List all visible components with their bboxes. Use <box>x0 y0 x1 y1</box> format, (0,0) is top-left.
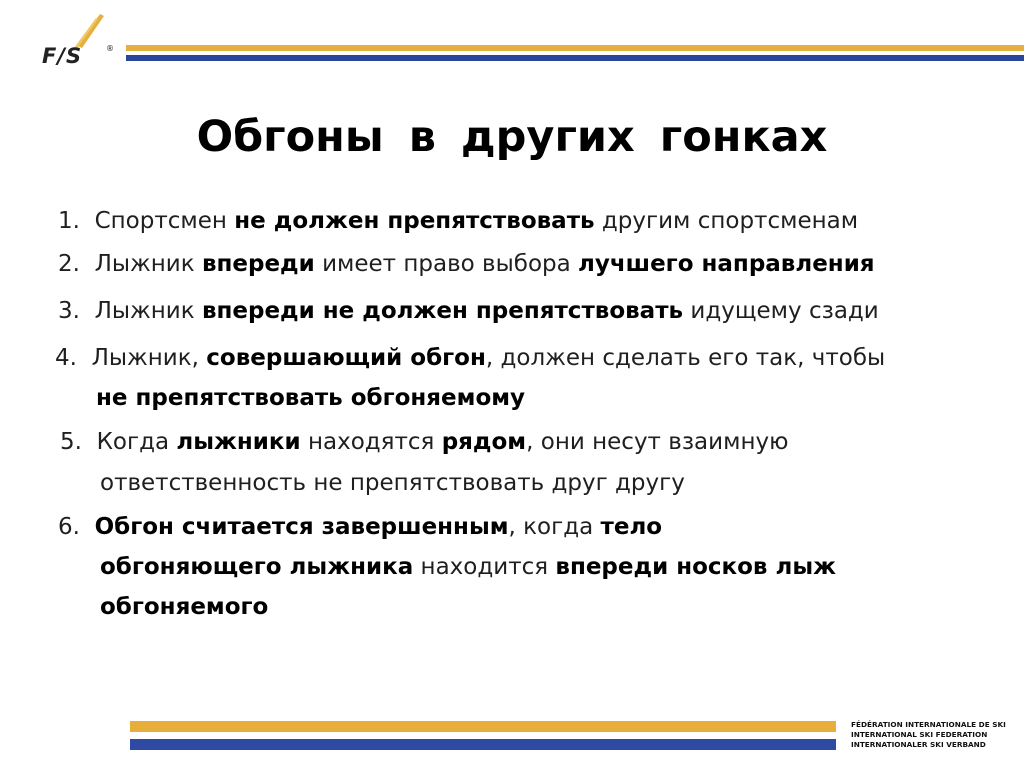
list-item <box>58 506 662 548</box>
logo-text: F/S <box>42 44 83 68</box>
body-text: , когда <box>508 514 601 540</box>
federation-names <box>851 720 1021 750</box>
list-item-gap <box>80 208 95 234</box>
body-text: Лыжник <box>94 251 202 277</box>
body-text: Когда <box>96 429 177 455</box>
emphasis-text: впереди не должен препятствовать <box>201 298 684 324</box>
list-item <box>58 290 879 332</box>
body-text: , они несут взаимную <box>526 429 789 455</box>
emphasis-text: обгоняемого <box>100 594 269 620</box>
list-item <box>58 200 858 242</box>
emphasis-text: совершающий обгон <box>206 345 486 371</box>
list-item-number: 5. <box>60 429 82 455</box>
list-item-continuation <box>96 377 525 419</box>
list-item <box>60 421 788 463</box>
list-item-gap <box>80 514 95 540</box>
list-item-gap <box>82 429 97 455</box>
emphasis-text: обгоняющего лыжника <box>100 554 414 580</box>
logo-registered-mark: ® <box>106 44 114 53</box>
body-text: ответственность не препятствовать друг другу <box>100 470 685 496</box>
federation-name-fr: FÉDÉRATION INTERNATIONALE DE SKI <box>851 720 1006 729</box>
emphasis-text: не должен препятствовать <box>234 208 595 234</box>
emphasis-text: рядом <box>441 429 527 455</box>
body-text: Лыжник <box>94 298 202 324</box>
emphasis-text: не препятствовать обгоняемому <box>96 385 526 411</box>
body-text: идущему сзади <box>683 298 879 324</box>
header-gold-bar <box>126 45 1024 51</box>
emphasis-text: лыжники <box>176 429 301 455</box>
list-item-continuation <box>100 586 268 628</box>
list-item-gap <box>77 345 92 371</box>
federation-name-de: INTERNATIONALER SKI VERBAND <box>851 740 986 749</box>
body-text: Спортсмен <box>94 208 235 234</box>
emphasis-text: Обгон считается завершенным <box>94 514 509 540</box>
list-item <box>58 243 875 285</box>
emphasis-text: лучшего направления <box>578 251 875 277</box>
list-item-number: 3. <box>58 298 80 324</box>
list-item-continuation <box>100 462 685 504</box>
footer-blue-bar <box>130 739 836 750</box>
federation-name-en: INTERNATIONAL SKI FEDERATION <box>851 730 988 739</box>
body-text: находится <box>413 554 556 580</box>
slide-title: Обгоны в других гонках <box>196 112 828 162</box>
emphasis-text: впереди <box>201 251 315 277</box>
list-item-number: 6. <box>58 514 80 540</box>
body-text: другим спортсменам <box>594 208 859 234</box>
body-text: , должен сделать его так, чтобы <box>485 345 886 371</box>
list-item-gap <box>80 298 95 324</box>
list-item-number: 1. <box>58 208 80 234</box>
list-item-number: 2. <box>58 251 80 277</box>
header-blue-bar <box>126 55 1024 61</box>
list-item-gap <box>80 251 95 277</box>
body-text: Лыжник, <box>91 345 207 371</box>
list-item-continuation <box>100 546 836 588</box>
list-item-number: 4. <box>55 345 77 371</box>
list-item <box>55 337 885 379</box>
body-text: имеет право выбора <box>314 251 579 277</box>
body-text: находятся <box>300 429 442 455</box>
emphasis-text: тело <box>600 514 663 540</box>
footer-gold-bar <box>130 721 836 732</box>
emphasis-text: впереди носков лыж <box>555 554 837 580</box>
fis-logo <box>38 10 118 70</box>
